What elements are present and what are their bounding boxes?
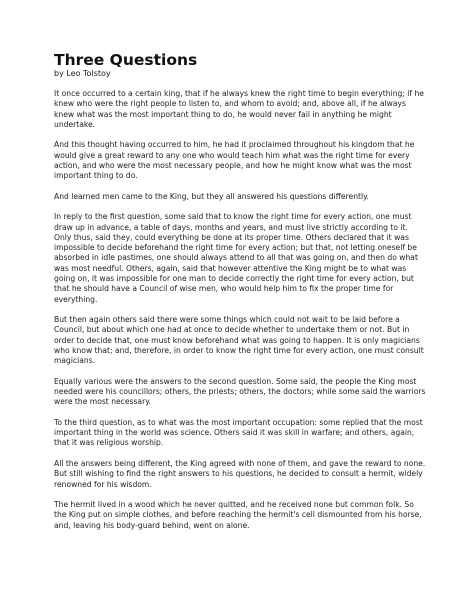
paragraph-4: In reply to the first question, some said that to know the right time for every action, one must draw up in advance, a table of days, months and years, and must live strictly according to it. Only thus, said they, could everything be done at its proper time. Others declared that it was impossible to decide beforehand the right time for every action; but that, not letting oneself be absorbed in idle pastimes, one should always attend to all that was going on, and then do what was most needful. Others, again, said that however attentive the King might be to what was going on, it was impossible for one man to decide correctly the right time for every action, but that he should have a Council of wise men, who would help him to fix the proper time for everything.: [54, 212, 418, 304]
paragraph-1: It once occurred to a certain king, that if he always knew the right time to begin everything; if he knew who were the right people to listen to, and whom to avoid; and, above all, if he always knew what was the most important thing to do, he would never fail in anything he might undertake.: [54, 89, 424, 129]
paragraph-2: And this thought having occurred to him, he had it proclaimed throughout his kingdom that he would give a great reward to any one who would teach him what was the right time for every action, and who were the most necessary people, and how he might know what was the most important thing to do.: [54, 140, 415, 181]
paragraph-3: And learned men came to the King, but they all answered his questions differently.: [54, 191, 369, 201]
paragraph-7: To the third question, as to what was the most important occupation: some replied that the most important thing in the world was science. Others said it was skill in warfare; and others, again, that it was religious worship.: [54, 417, 423, 448]
document-title: Three Questions: [54, 51, 198, 69]
paragraph-9: The hermit lived in a wood which he never quitted, and he received none but common folk. So the King put on simple clothes, and before reaching the hermit's cell dismounted from his horse, and, leaving his body-guard behind, went on alone.: [54, 500, 422, 530]
paragraph-8: All the answers being different, the King agreed with none of them, and gave the reward to none. But still wishing to find the right answers to his questions, he decided to consult a hermit, widely renowned for his wisdom.: [54, 458, 426, 489]
document-page: [54, 51, 426, 541]
paragraph-6: Equally various were the answers to the second question. Some said, the people the King most needed were his councillors; others, the priests; others, the doctors; while some said the warriors were the most necessary.: [54, 376, 426, 407]
paragraph-5: But then again others said there were some things which could not wait to be laid before a Council, but about which one had at once to decide whether to undertake them or not. But in order to decide that, one must know beforehand what was going to happen. It is only magicians who know that; and, therefore, in order to know the right time for every action, one must consult magicians.: [54, 315, 424, 366]
document-author: by Leo Tolstoy: [54, 69, 111, 78]
